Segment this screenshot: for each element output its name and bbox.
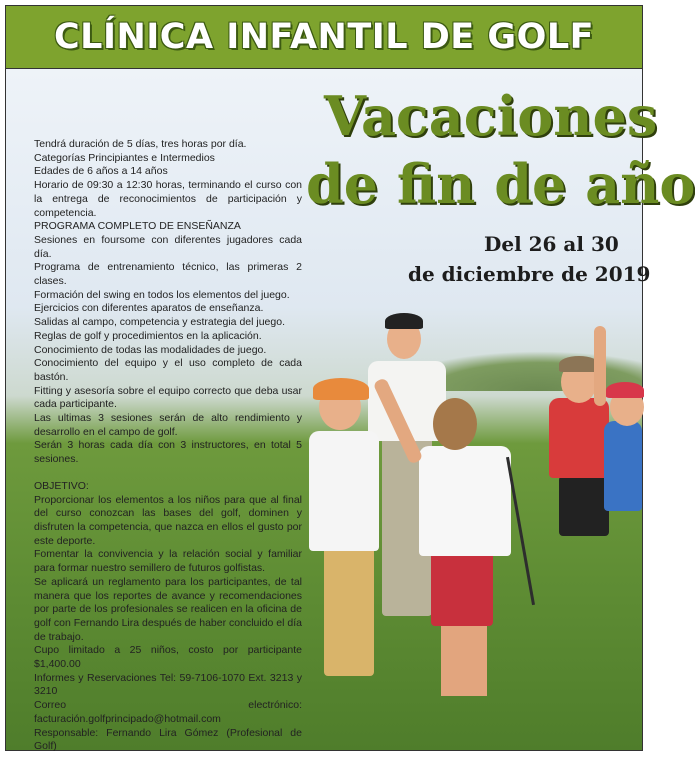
headline-vacaciones: Vacaciones bbox=[324, 84, 658, 148]
objective-phone: Informes y Reservaciones Tel: 59-7106-1070 Ext. 3213 y 3210 bbox=[34, 671, 302, 698]
detail-item: Formación del swing en todos los elementos del juego. bbox=[34, 288, 290, 301]
detail-item: Serán 3 horas cada día con 3 instructores, en total 5 sesiones. bbox=[34, 439, 302, 466]
header-banner bbox=[6, 6, 642, 69]
detail-item: Programa de entrenamiento técnico, las primeras 2 clases. bbox=[34, 261, 302, 288]
detail-categories: Categorías Principiantes e Intermedios bbox=[34, 151, 215, 164]
course-details bbox=[34, 138, 302, 754]
objective-responsible: Responsable: Fernando Lira Gómez (Profesional de Golf) bbox=[34, 726, 302, 753]
objective-heading: OBJETIVO: bbox=[34, 479, 89, 492]
detail-item: Fitting y asesoría sobre el equipo correcto que deba usar cada participante. bbox=[34, 384, 302, 411]
detail-program-heading: PROGRAMA COMPLETO DE ENSEÑANZA bbox=[34, 220, 241, 233]
detail-item: Ejercicios con diferentes aparatos de enseñanza. bbox=[34, 302, 264, 315]
detail-item: Reglas de golf y procedimientos en la aplicación. bbox=[34, 329, 262, 342]
objective-item: Proporcionar los elementos a los niños para que al final del curso conozcan las bases del golf, dominen y disfruten la competencia, que nazca en ellos el gusto por este deporte. bbox=[34, 493, 302, 547]
detail-schedule: Horario de 09:30 a 12:30 horas, terminando el curso con la entrega de reconocimientos de participación y competencia. bbox=[34, 179, 302, 219]
headline-fin-de-ano: de fin de año bbox=[306, 152, 695, 216]
detail-ages: Edades de 6 años a 14 años bbox=[34, 165, 168, 178]
detail-item: Sesiones en foursome con diferentes jugadores cada día. bbox=[34, 233, 302, 260]
detail-item: Salidas al campo, competencia y estrategia del juego. bbox=[34, 316, 285, 329]
detail-item: Las ultimas 3 sesiones serán de alto rendimiento y desarrollo en el campo de golf. bbox=[34, 412, 302, 438]
detail-duration: Tendrá duración de 5 días, tres horas por día. bbox=[34, 138, 247, 150]
objective-cost: Cupo limitado a 25 niños, costo por participante $1,400.00 bbox=[34, 644, 302, 671]
dates-line-1: Del 26 al 30 bbox=[484, 232, 619, 256]
objective-item: Se aplicará un reglamento para los participantes, de tal manera que los reportes de avance y recomendaciones por parte de los profesionales se realicen en la oficina de golf con Fernando Lira después de haber concluido el día de trabajo. bbox=[34, 575, 302, 643]
objective-item: Fomentar la convivencia y la relación social y familiar para formar nuestro semillero de futuros golfistas. bbox=[34, 548, 302, 575]
detail-item: Conocimiento del equipo y el uso completo de cada bastón. bbox=[34, 357, 302, 383]
detail-item: Conocimiento de todas las modalidades de juego. bbox=[34, 343, 267, 356]
header-title: CLÍNICA INFANTIL DE GOLF bbox=[53, 17, 595, 57]
dates-line-2: de diciembre de 2019 bbox=[408, 262, 651, 286]
flyer bbox=[5, 5, 695, 753]
objective-email: Correo electrónico: facturación.golfprincipado@hotmail.com bbox=[34, 699, 302, 725]
